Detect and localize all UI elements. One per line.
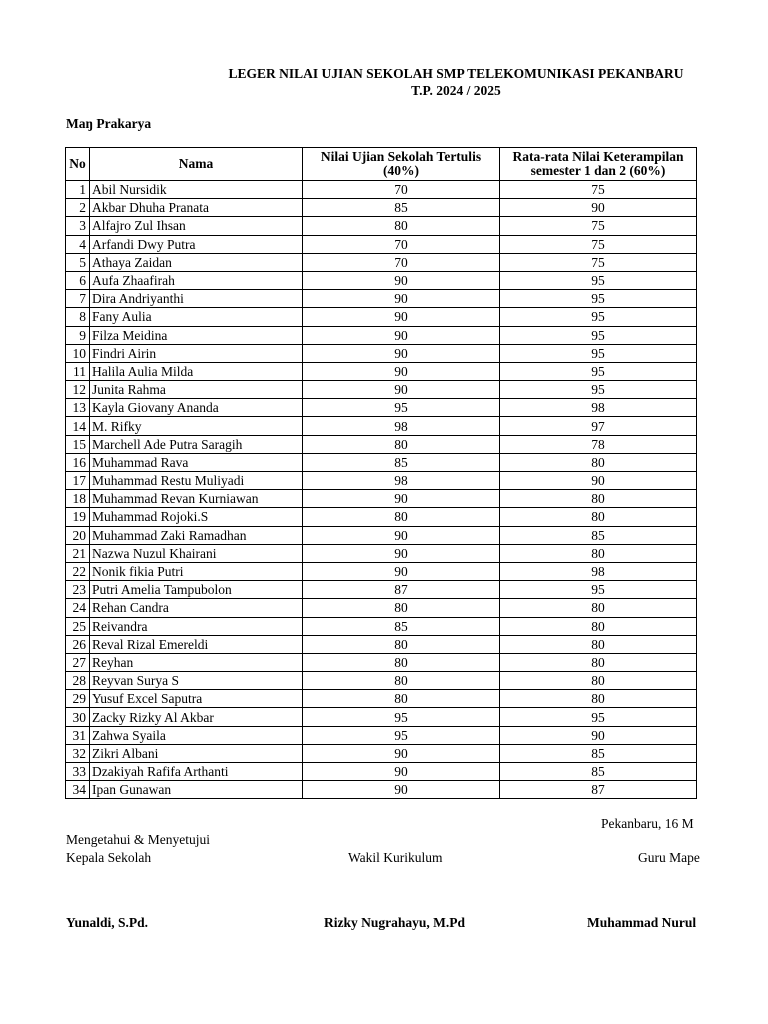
- row-number: 18: [66, 490, 90, 508]
- written-score: 90: [303, 326, 500, 344]
- row-number: 6: [66, 271, 90, 289]
- row-number: 24: [66, 599, 90, 617]
- table-row: [66, 344, 697, 362]
- row-number: 12: [66, 381, 90, 399]
- student-name: Reyhan: [90, 653, 303, 671]
- table-row: [66, 253, 697, 271]
- row-number: 21: [66, 544, 90, 562]
- row-number: 29: [66, 690, 90, 708]
- student-name: Athaya Zaidan: [90, 253, 303, 271]
- skill-score: 80: [500, 599, 697, 617]
- written-score: 80: [303, 435, 500, 453]
- student-name: Findri Airin: [90, 344, 303, 362]
- written-score: 90: [303, 526, 500, 544]
- written-score: 87: [303, 581, 500, 599]
- student-name: Putri Amelia Tampubolon: [90, 581, 303, 599]
- written-score: 80: [303, 217, 500, 235]
- row-number: 31: [66, 726, 90, 744]
- curriculum-name: Rizky Nugrahayu, M.Pd: [324, 915, 466, 930]
- written-score: 85: [303, 453, 500, 471]
- table-row: [66, 726, 697, 744]
- written-score: 90: [303, 344, 500, 362]
- principal-name: Yunaldi, S.Pd.: [66, 915, 149, 930]
- skill-score: 87: [500, 781, 697, 799]
- table-row: [66, 326, 697, 344]
- written-score: 80: [303, 690, 500, 708]
- table-row: [66, 235, 697, 253]
- table-row: [66, 672, 697, 690]
- student-name: Zikri Albani: [90, 744, 303, 762]
- written-score: 70: [303, 253, 500, 271]
- skill-score: 98: [500, 399, 697, 417]
- table-row: [66, 690, 697, 708]
- table-row: [66, 617, 697, 635]
- skill-score: 95: [500, 290, 697, 308]
- student-name: Kayla Giovany Ananda: [90, 399, 303, 417]
- row-number: 20: [66, 526, 90, 544]
- written-score: 95: [303, 708, 500, 726]
- place-date: Pekanbaru, 16 M: [601, 816, 694, 831]
- table-row: [66, 599, 697, 617]
- row-number: 17: [66, 472, 90, 490]
- skill-score: 90: [500, 199, 697, 217]
- skill-score: 75: [500, 253, 697, 271]
- student-name: Rehan Candra: [90, 599, 303, 617]
- school-year: T.P. 2024 / 2025: [411, 83, 501, 98]
- student-name: Nazwa Nuzul Khairani: [90, 544, 303, 562]
- row-number: 1: [66, 181, 90, 199]
- table-row: [66, 271, 697, 289]
- skill-score: 75: [500, 217, 697, 235]
- skill-score: 75: [500, 235, 697, 253]
- skill-score: 80: [500, 508, 697, 526]
- student-name: Nonik fikia Putri: [90, 562, 303, 580]
- student-name: Abil Nursidik: [90, 181, 303, 199]
- header-no: No: [66, 148, 90, 181]
- row-number: 3: [66, 217, 90, 235]
- skill-score: 90: [500, 726, 697, 744]
- row-number: 7: [66, 290, 90, 308]
- row-number: 27: [66, 653, 90, 671]
- table-row: [66, 308, 697, 326]
- table-row: [66, 562, 697, 580]
- written-score: 90: [303, 308, 500, 326]
- subject-label: Maŋ Prakarya: [66, 116, 152, 131]
- table-row: [66, 544, 697, 562]
- teacher-title-wrap: [630, 850, 700, 870]
- skill-score: 95: [500, 362, 697, 380]
- row-number: 26: [66, 635, 90, 653]
- row-number: 32: [66, 744, 90, 762]
- written-score: 90: [303, 362, 500, 380]
- student-name: Aufa Zhaafirah: [90, 271, 303, 289]
- row-number: 23: [66, 581, 90, 599]
- row-number: 28: [66, 672, 90, 690]
- written-score: 90: [303, 490, 500, 508]
- skill-score: 85: [500, 526, 697, 544]
- written-score: 80: [303, 508, 500, 526]
- table-row: [66, 362, 697, 380]
- written-score: 90: [303, 271, 500, 289]
- written-score: 98: [303, 472, 500, 490]
- student-name: M. Rifky: [90, 417, 303, 435]
- skill-score: 80: [500, 490, 697, 508]
- student-name: Filza Meidina: [90, 326, 303, 344]
- skill-score: 85: [500, 744, 697, 762]
- table-row: [66, 435, 697, 453]
- principal-title: Kepala Sekolah: [66, 850, 152, 865]
- row-number: 10: [66, 344, 90, 362]
- student-name: Alfajro Zul Ihsan: [90, 217, 303, 235]
- skill-score: 85: [500, 763, 697, 781]
- curriculum-title: Wakil Kurikulum: [348, 850, 443, 865]
- skill-score: 95: [500, 308, 697, 326]
- student-name: Reval Rizal Emereldi: [90, 635, 303, 653]
- written-score: 90: [303, 544, 500, 562]
- student-name: Halila Aulia Milda: [90, 362, 303, 380]
- written-score: 90: [303, 562, 500, 580]
- teacher-title: Guru Mape: [638, 850, 700, 865]
- header-written-score: [303, 148, 500, 181]
- table-row: [66, 453, 697, 471]
- skill-score: 80: [500, 635, 697, 653]
- student-name: Yusuf Excel Saputra: [90, 690, 303, 708]
- written-score: 80: [303, 599, 500, 617]
- skill-score: 95: [500, 326, 697, 344]
- written-score: 95: [303, 726, 500, 744]
- table-row: [66, 653, 697, 671]
- skill-score: 80: [500, 617, 697, 635]
- table-row: [66, 290, 697, 308]
- student-name: Muhammad Restu Muliyadi: [90, 472, 303, 490]
- row-number: 5: [66, 253, 90, 271]
- row-number: 4: [66, 235, 90, 253]
- table-header-row: [66, 148, 697, 181]
- table-row: [66, 490, 697, 508]
- header-name: Nama: [90, 148, 303, 181]
- student-name: Marchell Ade Putra Saragih: [90, 435, 303, 453]
- table-row: [66, 472, 697, 490]
- written-score: 70: [303, 235, 500, 253]
- row-number: 30: [66, 708, 90, 726]
- row-number: 22: [66, 562, 90, 580]
- table-row: [66, 526, 697, 544]
- header-skill-score: [500, 148, 697, 181]
- row-number: 14: [66, 417, 90, 435]
- row-number: 19: [66, 508, 90, 526]
- student-name: Muhammad Revan Kurniawan: [90, 490, 303, 508]
- written-score: 80: [303, 653, 500, 671]
- student-name: Muhammad Zaki Ramadhan: [90, 526, 303, 544]
- written-score: 90: [303, 381, 500, 399]
- teacher-name-wrap: [580, 915, 700, 935]
- row-number: 9: [66, 326, 90, 344]
- skill-score: 95: [500, 381, 697, 399]
- skill-score: 80: [500, 453, 697, 471]
- grades-table: [65, 147, 697, 799]
- header-written-line2: (40%): [383, 163, 419, 178]
- written-score: 85: [303, 199, 500, 217]
- row-number: 11: [66, 362, 90, 380]
- skill-score: 97: [500, 417, 697, 435]
- skill-score: 80: [500, 690, 697, 708]
- skill-score: 80: [500, 653, 697, 671]
- row-number: 2: [66, 199, 90, 217]
- written-score: 90: [303, 744, 500, 762]
- student-name: Reyvan Surya S: [90, 672, 303, 690]
- student-name: Ipan Gunawan: [90, 781, 303, 799]
- written-score: 90: [303, 290, 500, 308]
- student-name: Muhammad Rojoki.S: [90, 508, 303, 526]
- written-score: 85: [303, 617, 500, 635]
- skill-score: 75: [500, 181, 697, 199]
- skill-score: 95: [500, 581, 697, 599]
- row-number: 8: [66, 308, 90, 326]
- student-name: Dzakiyah Rafifa Arthanti: [90, 763, 303, 781]
- written-score: 70: [303, 181, 500, 199]
- table-row: [66, 217, 697, 235]
- row-number: 16: [66, 453, 90, 471]
- document-title: LEGER NILAI UJIAN SEKOLAH SMP TELEKOMUNIKASI PEKANBARU: [228, 66, 684, 81]
- table-row: [66, 635, 697, 653]
- header-skill-line2: semester 1 dan 2 (60%): [530, 163, 666, 178]
- student-name: Junita Rahma: [90, 381, 303, 399]
- teacher-name: Muhammad Nurul: [587, 915, 697, 930]
- header-written-line1: Nilai Ujian Sekolah Tertulis: [320, 149, 482, 164]
- written-score: 95: [303, 399, 500, 417]
- table-row: [66, 181, 697, 199]
- skill-score: 95: [500, 708, 697, 726]
- student-name: Muhammad Rava: [90, 453, 303, 471]
- skill-score: 95: [500, 344, 697, 362]
- table-row: [66, 508, 697, 526]
- header-skill-line1: Rata-rata Nilai Keterampilan: [512, 149, 684, 164]
- written-score: 98: [303, 417, 500, 435]
- student-name: Zahwa Syaila: [90, 726, 303, 744]
- table-row: [66, 781, 697, 799]
- row-number: 13: [66, 399, 90, 417]
- skill-score: 80: [500, 672, 697, 690]
- student-name: Reivandra: [90, 617, 303, 635]
- skill-score: 80: [500, 544, 697, 562]
- student-name: Zacky Rizky Al Akbar: [90, 708, 303, 726]
- table-row: [66, 417, 697, 435]
- skill-score: 90: [500, 472, 697, 490]
- skill-score: 95: [500, 271, 697, 289]
- student-name: Arfandi Dwy Putra: [90, 235, 303, 253]
- table-row: [66, 763, 697, 781]
- skill-score: 98: [500, 562, 697, 580]
- row-number: 15: [66, 435, 90, 453]
- table-row: [66, 708, 697, 726]
- written-score: 80: [303, 672, 500, 690]
- row-number: 34: [66, 781, 90, 799]
- written-score: 90: [303, 781, 500, 799]
- table-row: [66, 399, 697, 417]
- student-name: Dira Andriyanthi: [90, 290, 303, 308]
- table-row: [66, 744, 697, 762]
- written-score: 90: [303, 763, 500, 781]
- row-number: 33: [66, 763, 90, 781]
- place-date-wrap: [560, 816, 700, 836]
- table-row: [66, 199, 697, 217]
- table-row: [66, 581, 697, 599]
- written-score: 80: [303, 635, 500, 653]
- skill-score: 78: [500, 435, 697, 453]
- student-name: Fany Aulia: [90, 308, 303, 326]
- table-row: [66, 381, 697, 399]
- approval-text: Mengetahui & Menyetujui: [66, 832, 210, 847]
- row-number: 25: [66, 617, 90, 635]
- student-name: Akbar Dhuha Pranata: [90, 199, 303, 217]
